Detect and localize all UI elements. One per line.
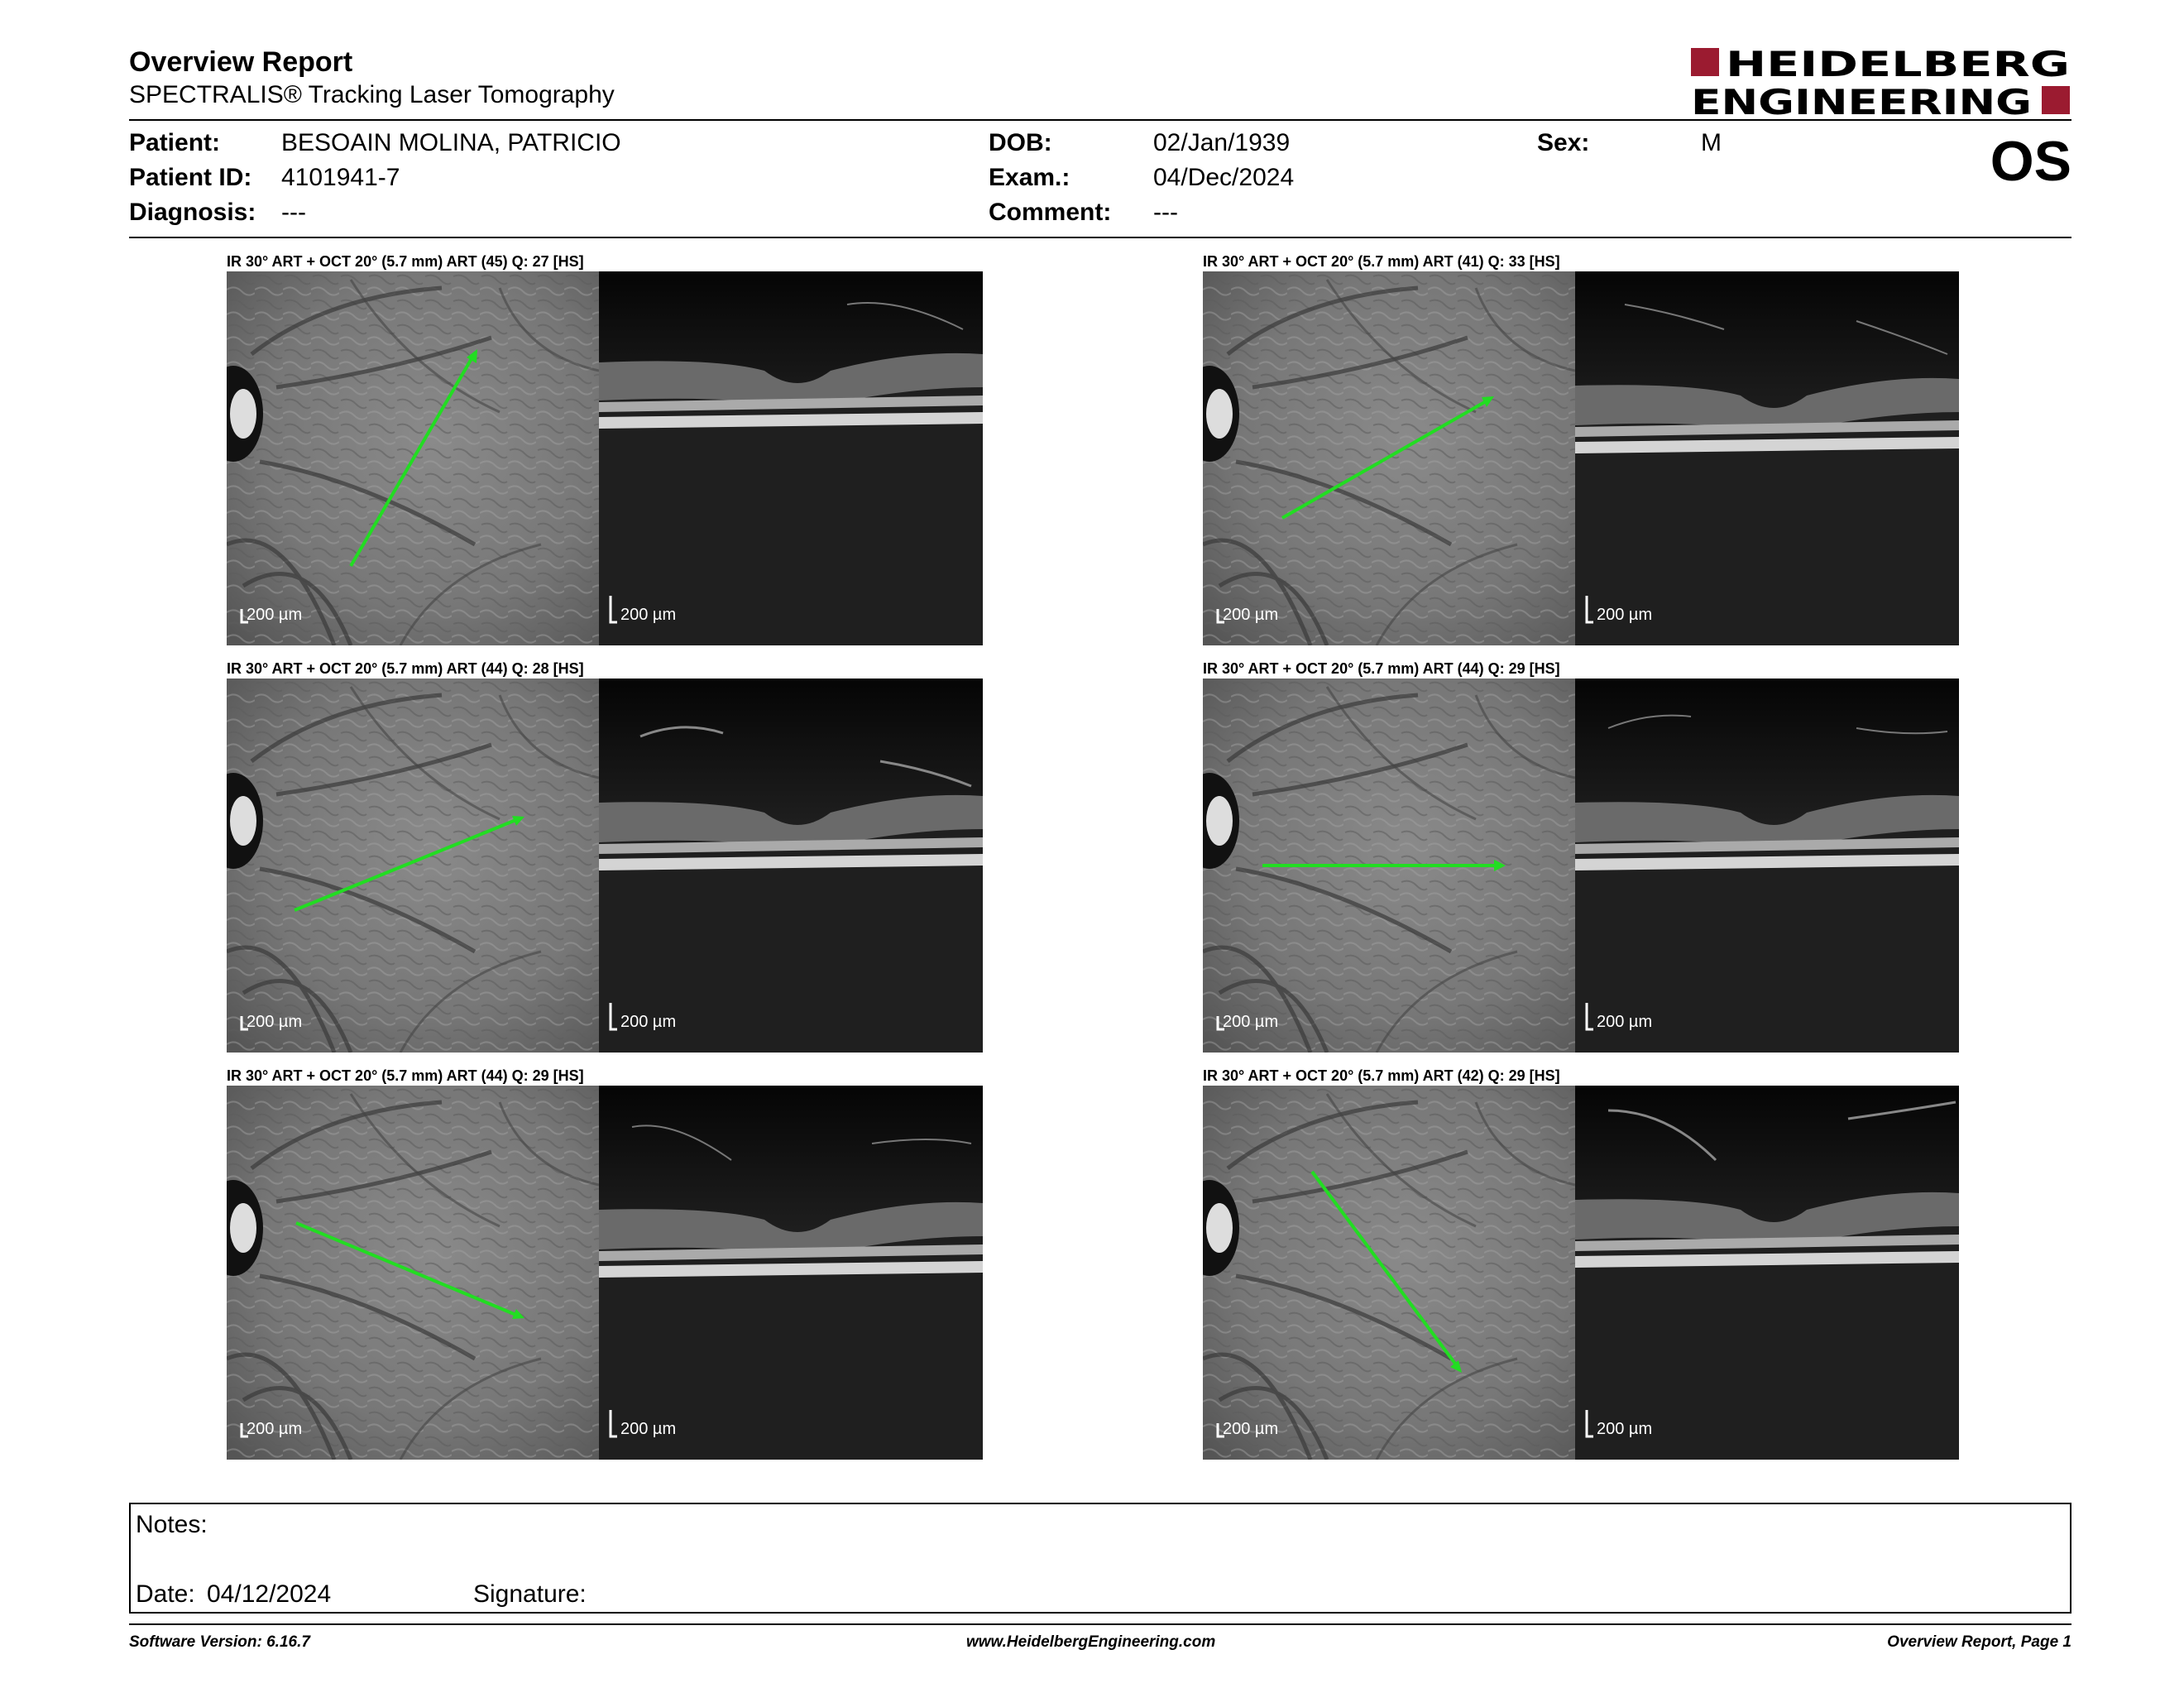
date-value: 04/12/2024 bbox=[207, 1580, 332, 1608]
fundus-scale-label: 200 µm bbox=[247, 1420, 303, 1438]
notes-box[interactable] bbox=[129, 1503, 2071, 1614]
sex-value: M bbox=[1701, 129, 1722, 156]
notes-label: Notes: bbox=[136, 1511, 208, 1538]
oct-bscan-image[interactable] bbox=[1575, 271, 1959, 645]
ir-fundus-image[interactable] bbox=[227, 1086, 599, 1460]
sex-label: Sex: bbox=[1537, 129, 1590, 156]
svg-text:HEIDELBERG: HEIDELBERG bbox=[1726, 45, 2070, 84]
diagnosis-value: --- bbox=[281, 199, 306, 226]
dob-value: 02/Jan/1939 bbox=[1153, 129, 1291, 156]
report-title: Overview Report bbox=[129, 46, 353, 78]
website-link[interactable]: www.HeidelbergEngineering.com bbox=[966, 1633, 1216, 1651]
date-label: Date: bbox=[136, 1580, 195, 1608]
ir-fundus-image[interactable] bbox=[227, 679, 599, 1053]
scan-caption: IR 30° ART + OCT 20° (5.7 mm) ART (41) Q: 33 [HS] bbox=[1203, 253, 1560, 270]
oct-bscan-image[interactable] bbox=[1575, 679, 1959, 1053]
fundus-scale-label: 200 µm bbox=[247, 606, 303, 624]
ir-fundus-image[interactable] bbox=[227, 271, 599, 645]
scan-caption: IR 30° ART + OCT 20° (5.7 mm) ART (44) Q: 29 [HS] bbox=[1203, 660, 1560, 677]
exam-value: 04/Dec/2024 bbox=[1153, 164, 1295, 191]
scan-panel-2 bbox=[1203, 253, 1959, 645]
eye-indicator: OS bbox=[1990, 130, 2071, 193]
scan-panel-1 bbox=[227, 253, 983, 645]
ir-fundus-image[interactable] bbox=[1203, 1086, 1575, 1460]
heidelberg-logo bbox=[1691, 45, 2071, 117]
oct-scale-label: 200 µm bbox=[1597, 1420, 1653, 1438]
scan-caption: IR 30° ART + OCT 20° (5.7 mm) ART (44) Q: 29 [HS] bbox=[227, 1067, 584, 1084]
ir-fundus-image[interactable] bbox=[1203, 679, 1575, 1053]
patient-id: 4101941-7 bbox=[281, 164, 400, 191]
software-version: Software Version: 6.16.7 bbox=[129, 1633, 310, 1651]
patient-divider bbox=[129, 237, 2071, 238]
patient-name: BESOAIN MOLINA, PATRICIO bbox=[281, 129, 621, 156]
exam-label: Exam.: bbox=[989, 164, 1070, 191]
oct-bscan-image[interactable] bbox=[1575, 1086, 1959, 1460]
scan-panel-4 bbox=[1203, 660, 1959, 1053]
fundus-scale-label: 200 µm bbox=[1223, 606, 1279, 624]
svg-text:ENGINEERING: ENGINEERING bbox=[1691, 82, 2032, 117]
scan-caption: IR 30° ART + OCT 20° (5.7 mm) ART (45) Q: 27 [HS] bbox=[227, 253, 584, 270]
oct-scale-label: 200 µm bbox=[1597, 606, 1653, 624]
oct-bscan-image[interactable] bbox=[599, 679, 983, 1053]
patient-label: Patient: bbox=[129, 129, 221, 156]
report-subtitle: SPECTRALIS® Tracking Laser Tomography bbox=[129, 81, 615, 108]
scan-caption: IR 30° ART + OCT 20° (5.7 mm) ART (44) Q: 28 [HS] bbox=[227, 660, 584, 677]
scan-panel-5 bbox=[227, 1067, 983, 1460]
dob-label: DOB: bbox=[989, 129, 1052, 156]
scan-panel-6 bbox=[1203, 1067, 1959, 1460]
oct-scale-label: 200 µm bbox=[620, 606, 677, 624]
comment-value: --- bbox=[1153, 199, 1178, 226]
comment-label: Comment: bbox=[989, 199, 1112, 226]
oct-bscan-image[interactable] bbox=[599, 271, 983, 645]
oct-scale-label: 200 µm bbox=[1597, 1013, 1653, 1031]
header-divider bbox=[129, 119, 2071, 121]
oct-scale-label: 200 µm bbox=[620, 1420, 677, 1438]
scan-caption: IR 30° ART + OCT 20° (5.7 mm) ART (42) Q: 29 [HS] bbox=[1203, 1067, 1560, 1084]
page-number: Overview Report, Page 1 bbox=[1887, 1633, 2071, 1651]
oct-bscan-image[interactable] bbox=[599, 1086, 983, 1460]
scan-panel-3 bbox=[227, 660, 983, 1053]
footer-divider bbox=[129, 1623, 2071, 1625]
ir-fundus-image[interactable] bbox=[1203, 271, 1575, 645]
oct-scale-label: 200 µm bbox=[620, 1013, 677, 1031]
fundus-scale-label: 200 µm bbox=[1223, 1420, 1279, 1438]
fundus-scale-label: 200 µm bbox=[247, 1013, 303, 1031]
fundus-scale-label: 200 µm bbox=[1223, 1013, 1279, 1031]
signature-label: Signature: bbox=[473, 1580, 587, 1608]
diagnosis-label: Diagnosis: bbox=[129, 199, 256, 226]
patient-id-label: Patient ID: bbox=[129, 164, 252, 191]
